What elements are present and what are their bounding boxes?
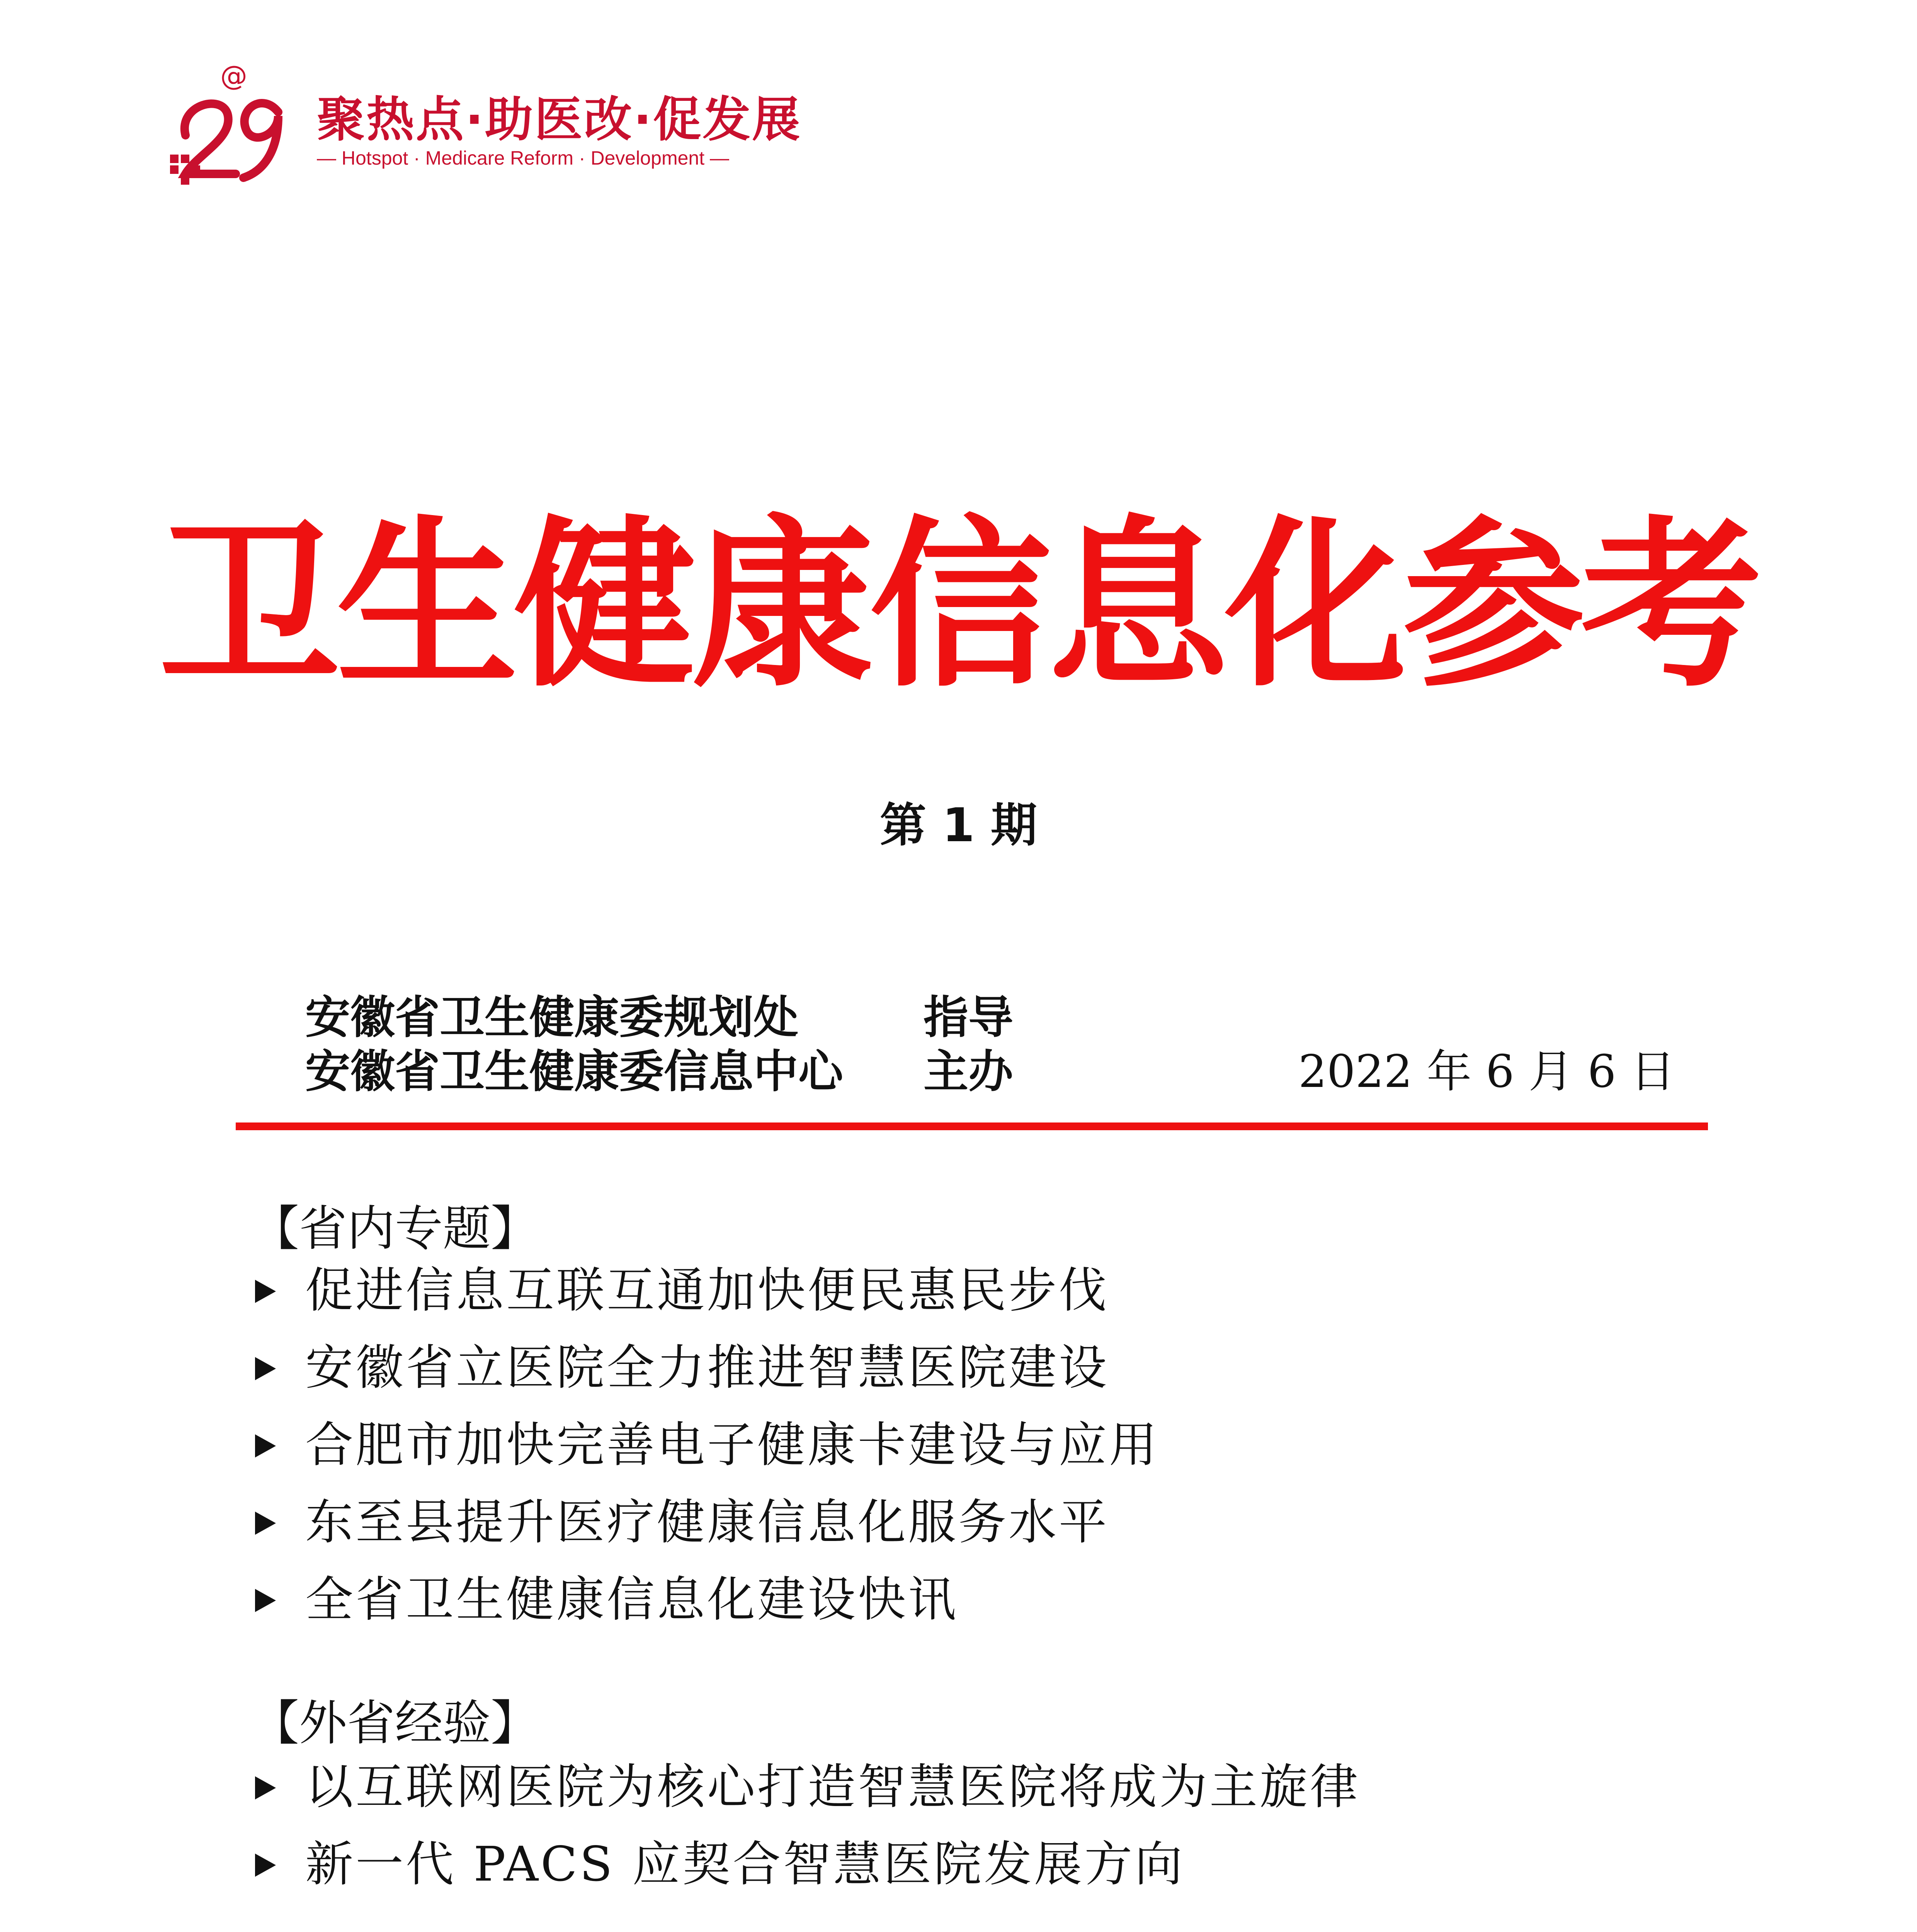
sponsor-org-1: 安徽省卫生健康委规划处 bbox=[305, 992, 798, 1044]
top-divider bbox=[236, 1122, 1708, 1130]
list-item-text: 安徽省立医院全力推进智慧医院建设 bbox=[305, 1340, 1109, 1396]
triangle-bullet-icon bbox=[255, 1280, 276, 1303]
sponsor-role-1: 指导 bbox=[924, 992, 1013, 1044]
section-heading-provincial: 【省内专题】 bbox=[251, 1201, 539, 1257]
sponsor-role-2: 主办 bbox=[924, 1046, 1013, 1098]
at-29-brand-mark-icon bbox=[162, 58, 301, 189]
list-item-text: 合肥市加快完善电子健康卡建设与应用 bbox=[305, 1417, 1160, 1473]
list-item-text: 全省卫生健康信息化建设快讯 bbox=[305, 1572, 959, 1628]
triangle-bullet-icon bbox=[255, 1434, 276, 1458]
triangle-bullet-icon bbox=[255, 1589, 276, 1612]
section-heading-other-provinces: 【外省经验】 bbox=[251, 1696, 539, 1751]
publish-date: 2022 年 6 月 6 日 bbox=[1298, 1046, 1675, 1098]
list-item-text: 新一代 PACS 应契合智慧医院发展方向 bbox=[305, 1837, 1185, 1892]
list-item-text: 促进信息互联互通加快便民惠民步伐 bbox=[305, 1263, 1109, 1318]
list-item-text: 以互联网医院为核心打造智慧医院将成为主旋律 bbox=[305, 1759, 1361, 1815]
triangle-bullet-icon bbox=[255, 1512, 276, 1535]
sponsor-org-2: 安徽省卫生健康委信息中心 bbox=[305, 1046, 843, 1098]
issue-number: 第 1 期 bbox=[879, 799, 1038, 852]
triangle-bullet-icon bbox=[255, 1776, 276, 1799]
triangle-bullet-icon bbox=[255, 1854, 276, 1877]
triangle-bullet-icon bbox=[255, 1357, 276, 1380]
list-item-text: 东至县提升医疗健康信息化服务水平 bbox=[305, 1495, 1109, 1550]
logo-slogan: 聚热点·助医改·促发展 bbox=[317, 92, 802, 148]
svg-text:@: @ bbox=[220, 60, 247, 92]
page-title: 卫生健康信息化参考 bbox=[158, 498, 1759, 711]
logo-subtitle: — Hotspot · Medicare Reform · Development — bbox=[317, 147, 730, 169]
header-logo bbox=[162, 58, 819, 189]
